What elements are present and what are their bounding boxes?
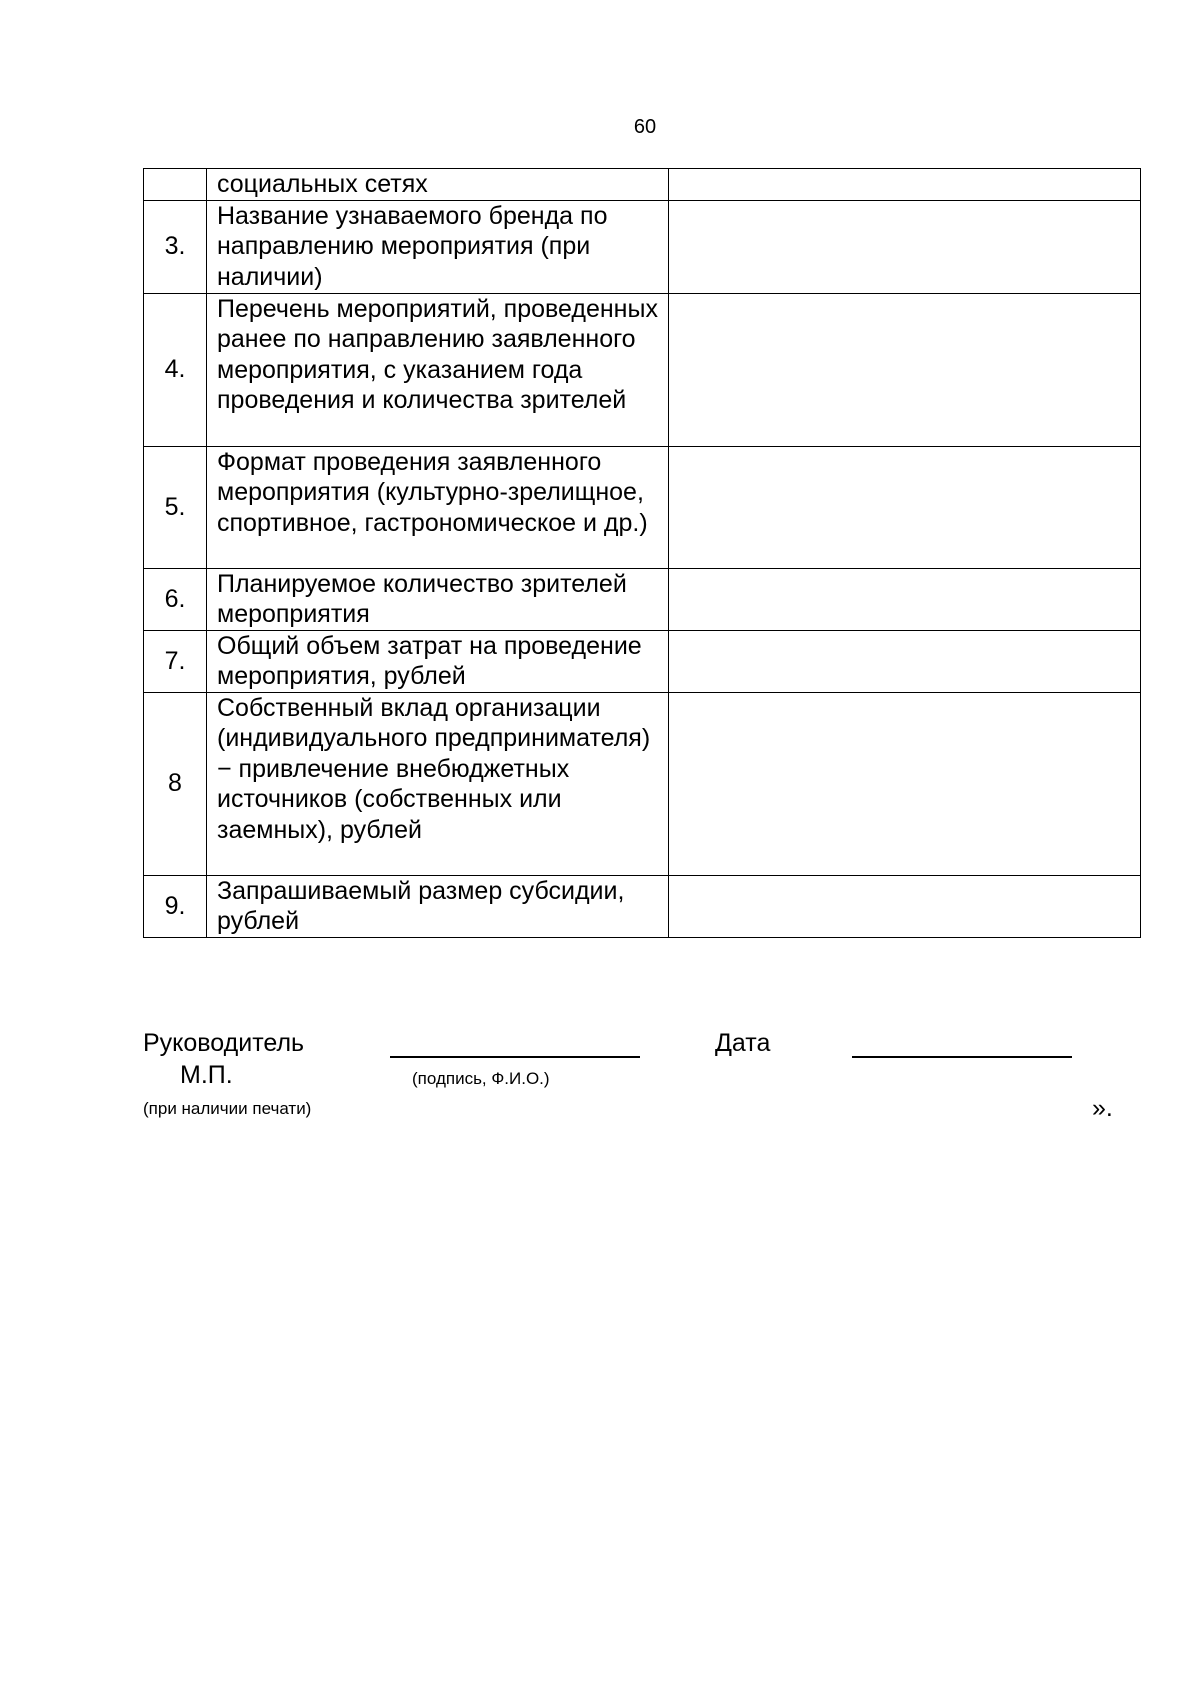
signature-caption: (подпись, Ф.И.О.)	[412, 1069, 550, 1088]
table-row	[144, 568, 1141, 630]
row-description: Формат проведения заявленного мероприятия (культурно-зрелищное, спортивное, гастрономическое и др.)	[207, 446, 669, 568]
page-number: 60	[633, 116, 657, 138]
date-label: Дата	[715, 1029, 771, 1057]
table-row	[144, 692, 1141, 875]
table-row	[144, 446, 1141, 568]
row-description: Планируемое количество зрителей мероприятия	[207, 568, 669, 630]
application-table	[143, 168, 1141, 938]
date-line[interactable]	[852, 1056, 1072, 1058]
signature-line[interactable]	[390, 1056, 640, 1058]
row-value-cell[interactable]	[669, 875, 1141, 937]
table-row	[144, 875, 1141, 937]
row-number: 3.	[144, 200, 207, 293]
row-number: 9.	[144, 875, 207, 937]
row-number	[144, 169, 207, 201]
closing-mark: ».	[1092, 1094, 1113, 1122]
row-description: Запрашиваемый размер субсидии, рублей	[207, 875, 669, 937]
row-number: 8	[144, 692, 207, 875]
row-description: Собственный вклад организации (индивидуального предпринимателя) − привлечение внебюджетных источников (собственных или заемных), рублей	[207, 692, 669, 875]
row-number: 7.	[144, 630, 207, 692]
row-value-cell[interactable]	[669, 169, 1141, 201]
row-value-cell[interactable]	[669, 630, 1141, 692]
head-label: Руководитель	[143, 1029, 305, 1057]
row-value-cell[interactable]	[669, 692, 1141, 875]
seal-note: (при наличии печати)	[143, 1099, 312, 1118]
row-value-cell[interactable]	[669, 568, 1141, 630]
row-description: Название узнаваемого бренда по направлению мероприятия (при наличии)	[207, 200, 669, 293]
row-description: Общий объем затрат на проведение мероприятия, рублей	[207, 630, 669, 692]
row-number: 6.	[144, 568, 207, 630]
row-value-cell[interactable]	[669, 200, 1141, 293]
row-description: социальных сетях	[207, 169, 669, 201]
table-row	[144, 630, 1141, 692]
seal-label: М.П.	[180, 1061, 233, 1089]
row-value-cell[interactable]	[669, 446, 1141, 568]
table-row	[144, 293, 1141, 446]
row-description: Перечень мероприятий, проведенных ранее по направлению заявленного мероприятия, с указанием года проведения и количества зрителей	[207, 293, 669, 446]
table-row	[144, 169, 1141, 201]
table-row	[144, 200, 1141, 293]
row-number: 5.	[144, 446, 207, 568]
row-value-cell[interactable]	[669, 293, 1141, 446]
row-number: 4.	[144, 293, 207, 446]
